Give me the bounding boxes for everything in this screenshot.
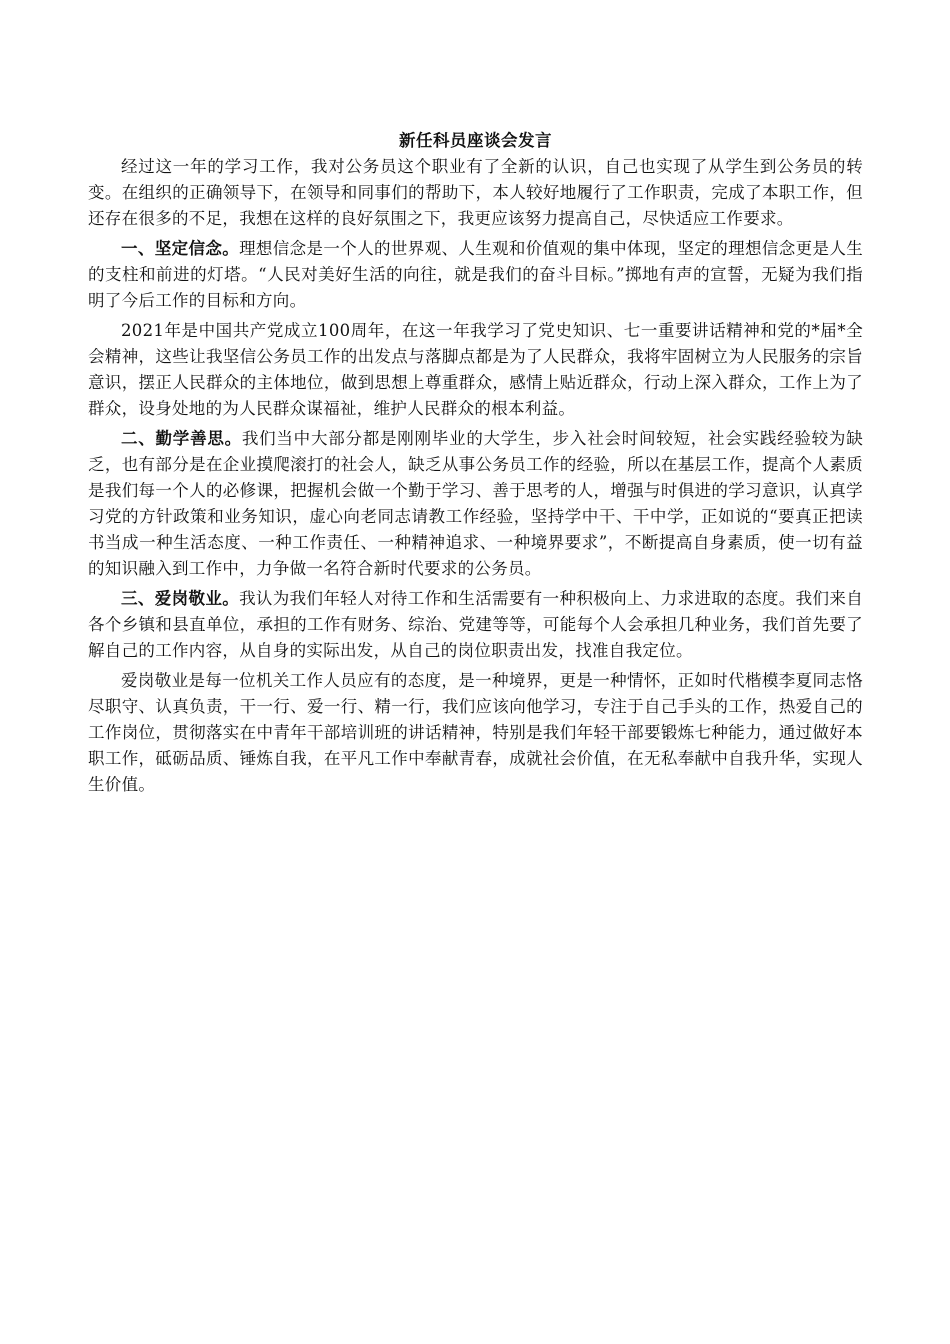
paragraph-section-3-detail [88, 668, 863, 798]
paragraph-section-2 [88, 426, 863, 582]
paragraph-text: 我认为我们年轻人对待工作和生活需要有一种积极向上、力求进取的态度。我们来自各个乡镇和县直单位，承担的工作有财务、综治、党建等等，可能每个人会承担几种业务，我们首先要了解自己的工作内容，从自身的实际出发，从自己的岗位职责出发，找准自我定位。 [88, 589, 863, 660]
document-page [88, 128, 863, 802]
section-heading: 一、坚定信念。 [121, 239, 240, 258]
paragraph-intro [88, 154, 863, 232]
paragraph-text: 我们当中大部分都是刚刚毕业的大学生，步入社会时间较短，社会实践经验较为缺乏，也有部分是在企业摸爬滚打的社会人，缺乏从事公务员工作的经验，所以在基层工作，提高个人素质是我们每一个人的必修课，把握机会做一个勤于学习、善于思考的人，增强与时俱进的学习意识，认真学习党的方针政策和业务知识，虚心向老同志请教工作经验，坚持学中干、干中学，正如说的“要真正把读书当成一种生活态度、一种工作责任、一种精神追求、一种境界要求”，不断提高自身素质，使一切有益的知识融入到工作中，力争做一名符合新时代要求的公务员。 [88, 429, 863, 578]
paragraph-text: 理想信念是一个人的世界观、人生观和价值观的集中体现，坚定的理想信念更是人生的支柱和前进的灯塔。“人民对美好生活的向往，就是我们的奋斗目标。”掷地有声的宣誓，无疑为我们指明了今后工作的目标和方向。 [88, 239, 863, 310]
paragraph-section-3 [88, 586, 863, 664]
paragraph-section-1 [88, 236, 863, 314]
paragraph-text: 经过这一年的学习工作，我对公务员这个职业有了全新的认识，自己也实现了从学生到公务员的转变。在组织的正确领导下，在领导和同事们的帮助下，本人较好地履行了工作职责，完成了本职工作，但还存在很多的不足，我想在这样的良好氛围之下，我更应该努力提高自己，尽快适应工作要求。 [88, 157, 863, 228]
document-title: 新任科员座谈会发言 [399, 131, 552, 150]
paragraph-text: 2021年是中国共产党成立100周年，在这一年我学习了党史知识、七一重要讲话精神和党的*届*全会精神，这些让我坚信公务员工作的出发点与落脚点都是为了人民群众，我将牢固树立为人民服务的宗旨意识，摆正人民群众的主体地位，做到思想上尊重群众，感情上贴近群众，行动上深入群众，工作上为了群众，设身处地的为人民群众谋福祉，维护人民群众的根本利益。 [88, 321, 863, 418]
section-heading: 三、爱岗敬业。 [121, 589, 240, 608]
paragraph-section-1-detail [88, 318, 863, 422]
section-heading: 二、勤学善思。 [121, 429, 242, 448]
paragraph-text: 爱岗敬业是每一位机关工作人员应有的态度，是一种境界，更是一种情怀，正如时代楷模李夏同志恪尽职守、认真负责，干一行、爱一行、精一行，我们应该向他学习，专注于自己手头的工作，热爱自己的工作岗位，贯彻落实在中青年干部培训班的讲话精神，特别是我们年轻干部要锻炼七种能力，通过做好本职工作，砥砺品质、锤炼自我，在平凡工作中奉献青春，成就社会价值，在无私奉献中自我升华，实现人生价值。 [88, 671, 863, 794]
